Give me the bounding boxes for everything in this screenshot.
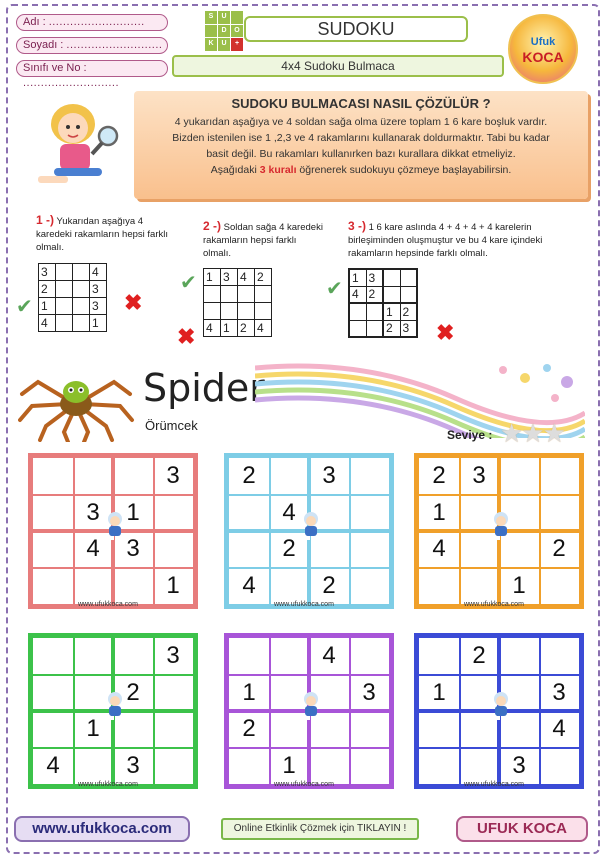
puzzle-cell[interactable]: 1 (126, 498, 140, 526)
puzzle-cell[interactable]: 1 (86, 715, 100, 742)
puzzle-cell[interactable] (33, 638, 73, 675)
puzzle-cell[interactable] (229, 495, 269, 532)
puzzle-cell[interactable]: 3 (86, 498, 100, 526)
puzzle-cell[interactable] (539, 495, 579, 532)
instructions-line: Bizden istenilen ise 1 ,2,3 ve 4 rakamlarını kullanarak doldurmaktır. Tabi bu kadar (172, 132, 550, 144)
puzzle-cell[interactable]: 2 (472, 642, 486, 669)
puzzle-set-title: Spider (143, 366, 265, 410)
puzzle-cell[interactable] (33, 495, 73, 532)
puzzle-cell[interactable]: 2 (126, 678, 140, 706)
puzzle-cell[interactable] (73, 748, 113, 785)
puzzle-cell[interactable]: 2 (322, 571, 336, 599)
cross-icon: ✖ (436, 320, 455, 345)
puzzle-cell[interactable] (309, 748, 349, 785)
sudoku-logo: S U D O K U + (205, 11, 243, 51)
puzzle-cell[interactable] (349, 638, 389, 675)
name-dots: ........................... (48, 16, 145, 28)
puzzle-cell[interactable] (459, 568, 499, 605)
puzzle-credit: www.ufukkoca.com (274, 601, 334, 608)
puzzle-credit: www.ufukkoca.com (464, 601, 524, 608)
puzzle-cell[interactable] (269, 638, 309, 675)
rule-3: 3 -) 1 6 kare aslında 4 + 4 + 4 + 4 karelerin birleşiminden oluşmuştur ve bu 4 kare içindeki rakamların hepsinde farklı olmalı. (348, 219, 543, 259)
cross-icon: ✖ (124, 290, 143, 315)
puzzle-cell[interactable] (539, 638, 579, 675)
puzzle-cell[interactable] (349, 711, 389, 748)
website-link[interactable]: www.ufukkoca.com (14, 816, 190, 842)
puzzle-cell[interactable] (33, 458, 73, 495)
puzzle-cell[interactable] (73, 638, 113, 675)
puzzle-cell[interactable] (539, 748, 579, 785)
online-activity-button[interactable]: Online Etkinlik Çözmek için TIKLAYIN ! (221, 818, 419, 840)
check-icon: ✔ (326, 278, 343, 300)
check-icon: ✔ (16, 296, 33, 318)
sudoku-puzzle-6 (414, 633, 584, 789)
puzzle-cell[interactable] (539, 568, 579, 605)
puzzle-cell[interactable]: 1 (166, 571, 180, 599)
puzzle-cell[interactable] (499, 458, 539, 495)
cartoon-character-icon (103, 690, 127, 720)
difficulty-stars-icon: ★★★ (500, 418, 564, 448)
instructions-box (134, 91, 588, 199)
sudoku-puzzle-5 (224, 633, 394, 789)
sudoku-puzzle-4 (28, 633, 198, 789)
puzzle-cell[interactable] (153, 675, 193, 712)
puzzle-credit: www.ufukkoca.com (274, 781, 334, 788)
puzzle-cell[interactable] (269, 458, 309, 495)
puzzle-cell[interactable] (499, 638, 539, 675)
puzzle-cell[interactable]: 1 (282, 751, 296, 779)
cartoon-character-icon (299, 690, 323, 720)
puzzle-cell[interactable] (459, 748, 499, 785)
puzzle-cell[interactable] (113, 568, 153, 605)
puzzle-cell[interactable] (349, 458, 389, 495)
puzzle-cell[interactable] (153, 531, 193, 568)
puzzle-cell[interactable]: 4 (552, 715, 566, 742)
girl-with-magnifier-illustration (28, 96, 128, 196)
puzzle-cell[interactable]: 2 (282, 535, 296, 562)
puzzle-cell[interactable]: 1 (242, 678, 256, 706)
name-field[interactable]: Adı : ........................... (16, 14, 168, 31)
instructions-heading: SUDOKU BULMACASI NASIL ÇÖZÜLÜR ? (231, 96, 491, 111)
cartoon-character-icon (299, 510, 323, 540)
check-icon: ✔ (180, 272, 197, 294)
puzzle-cell[interactable]: 3 (126, 751, 140, 779)
spider-illustration (18, 360, 136, 442)
sudoku-puzzle-1 (28, 453, 198, 609)
puzzle-cell[interactable] (33, 675, 73, 712)
puzzle-cell[interactable] (33, 531, 73, 568)
puzzle-cell[interactable]: 2 (432, 462, 446, 489)
puzzle-cell[interactable]: 3 (166, 642, 180, 669)
puzzle-cell[interactable]: 3 (472, 462, 486, 489)
puzzle-set-subtitle: Örümcek (145, 418, 198, 433)
rule-2: 2 -) Soldan sağa 4 karedeki rakamların hepsi farklı olmalı. (203, 219, 323, 259)
puzzle-cell[interactable] (229, 638, 269, 675)
puzzle-cell[interactable] (153, 711, 193, 748)
puzzle-cell[interactable] (73, 568, 113, 605)
puzzle-cell[interactable] (349, 495, 389, 532)
instructions-line: basit değil. Bu rakamları kullanırken bazı kurallara dikkat etmeliyiz. (206, 148, 516, 160)
rule3-example-grid: 1 3 4 2 1 2 2 3 (348, 268, 418, 338)
instructions-line: Aşağıdaki 3 kuralı öğrenerek sudokuyu çözmeye başlayabilirsin. (210, 164, 512, 176)
puzzle-cell[interactable] (419, 638, 459, 675)
puzzle-cell[interactable] (113, 638, 153, 675)
puzzle-cell[interactable]: 2 (552, 535, 566, 562)
class-dots: ........................... (23, 77, 120, 89)
brand-logo: Ufuk KOCA (508, 14, 578, 84)
cartoon-character-icon (489, 690, 513, 720)
class-field[interactable]: Sınıfı ve No : ........................... (16, 60, 168, 77)
sudoku-puzzle-3 (414, 453, 584, 609)
puzzle-cell[interactable] (153, 748, 193, 785)
puzzle-cell[interactable]: 2 (242, 715, 256, 742)
cartoon-character-icon (103, 510, 127, 540)
puzzle-cell[interactable]: 1 (432, 678, 446, 706)
puzzle-cell[interactable]: 1 (512, 571, 526, 599)
sudoku-puzzle-2 (224, 453, 394, 609)
puzzle-cell[interactable]: 4 (282, 498, 296, 526)
surname-field[interactable]: Soyadı : ........................... (16, 37, 168, 54)
puzzle-cell[interactable]: 3 (166, 462, 180, 489)
puzzle-cell[interactable] (349, 531, 389, 568)
puzzle-cell[interactable] (73, 458, 113, 495)
puzzle-cell[interactable]: 3 (322, 462, 336, 489)
rule-1: 1 -) Yukarıdan aşağıya 4 karedeki rakamların hepsi farklı olmalı. (36, 213, 168, 253)
puzzle-cell[interactable]: 4 (432, 535, 446, 562)
puzzle-cell[interactable] (349, 748, 389, 785)
puzzle-cell[interactable]: 1 (432, 498, 446, 526)
rule1-example-grid: 3 4 2 3 1 3 4 1 (38, 263, 107, 332)
puzzle-cell[interactable] (33, 568, 73, 605)
puzzle-cell[interactable]: 4 (322, 642, 336, 669)
puzzle-cell[interactable]: 2 (242, 462, 256, 489)
puzzle-cell[interactable]: 3 (126, 535, 140, 562)
puzzle-credit: www.ufukkoca.com (78, 601, 138, 608)
puzzle-cell[interactable] (229, 531, 269, 568)
page-title: SUDOKU (244, 16, 468, 42)
puzzle-cell[interactable] (153, 495, 193, 532)
puzzle-cell[interactable] (269, 568, 309, 605)
puzzle-cell[interactable]: 4 (242, 571, 256, 599)
author-button[interactable]: UFUK KOCA (456, 816, 588, 842)
cartoon-character-icon (489, 510, 513, 540)
cross-icon: ✖ (177, 324, 196, 349)
difficulty-label: Seviye : (447, 428, 493, 442)
puzzle-cell[interactable] (419, 748, 459, 785)
puzzle-cell[interactable] (539, 458, 579, 495)
rule2-example-grid: 1 3 4 2 4 1 2 4 (203, 268, 272, 337)
puzzle-cell[interactable]: 4 (46, 751, 60, 779)
surname-dots: ........................... (66, 39, 163, 51)
instructions-line: 4 yukarıdan aşağıya ve 4 soldan sağa olma üzere toplam 1 6 kare boşluk vardır. (174, 116, 548, 128)
puzzle-cell[interactable] (33, 711, 73, 748)
puzzle-credit: www.ufukkoca.com (464, 781, 524, 788)
puzzle-cell[interactable] (419, 568, 459, 605)
page-subtitle: 4x4 Sudoku Bulmaca (172, 55, 504, 77)
puzzle-cell[interactable] (349, 568, 389, 605)
puzzle-cell[interactable] (113, 458, 153, 495)
puzzle-cell[interactable]: 3 (362, 678, 376, 706)
puzzle-cell[interactable] (229, 748, 269, 785)
puzzle-cell[interactable] (419, 711, 459, 748)
puzzle-credit: www.ufukkoca.com (78, 781, 138, 788)
puzzle-cell[interactable]: 3 (552, 678, 566, 706)
puzzle-cell[interactable]: 4 (86, 535, 100, 562)
puzzle-cell[interactable]: 3 (512, 751, 526, 779)
